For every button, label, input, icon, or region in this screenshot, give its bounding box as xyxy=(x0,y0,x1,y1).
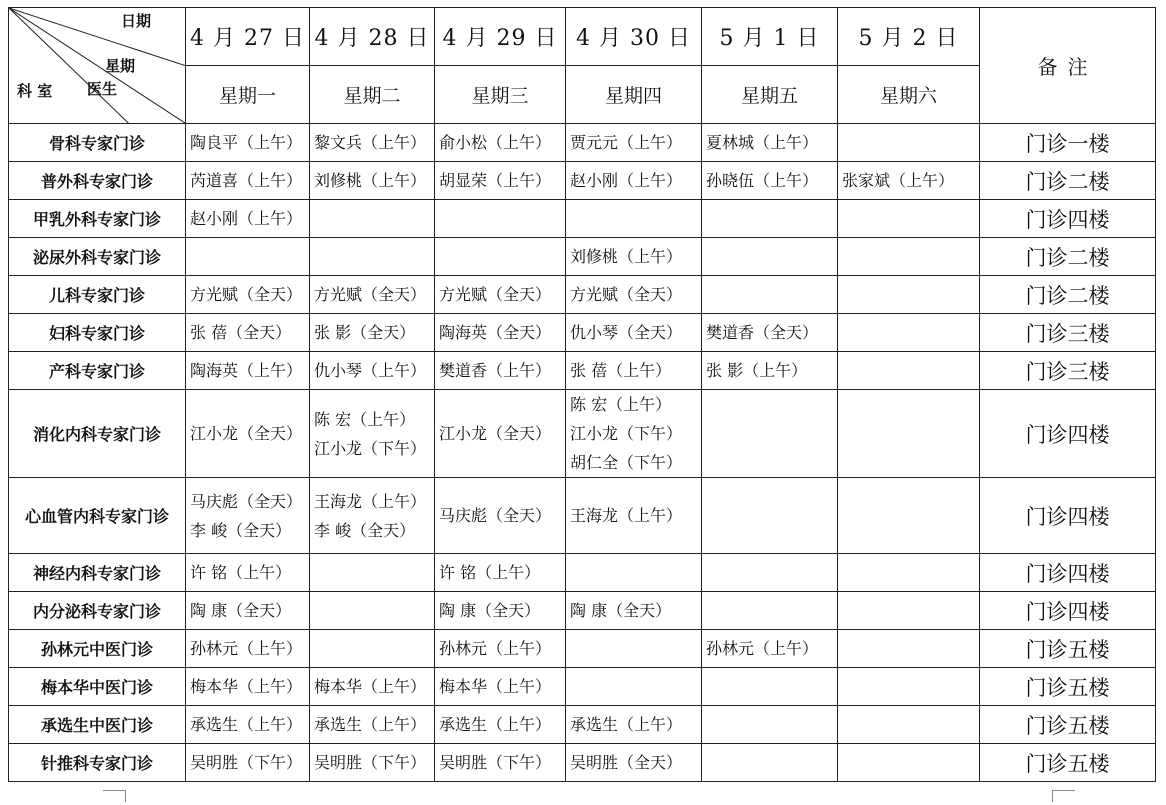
doctor-cell xyxy=(566,706,702,744)
doctor-entry: 芮道喜（上午） xyxy=(190,171,303,190)
location-note-cell: 门诊一楼 xyxy=(980,124,1156,162)
doctor-cell xyxy=(186,554,310,592)
table-row xyxy=(9,630,1156,668)
doctor-cell xyxy=(838,276,980,314)
doctor-cell xyxy=(186,124,310,162)
doctor-entry: 承选生（上午） xyxy=(439,715,552,734)
doctor-cell xyxy=(838,478,980,554)
doctor-cell xyxy=(838,668,980,706)
doctor-entry: 陶良平（上午） xyxy=(190,133,303,152)
doctor-cell xyxy=(435,352,566,390)
dept-name-cell: 针推科专家门诊 xyxy=(9,744,186,782)
location-note-cell: 门诊四楼 xyxy=(980,554,1156,592)
doctor-cell xyxy=(186,668,310,706)
table-row xyxy=(9,124,1156,162)
note-header: 备注 xyxy=(980,8,1156,124)
doctor-cell xyxy=(566,478,702,554)
doctor-entry: 陈 宏（上午） xyxy=(314,409,416,429)
doctor-cell xyxy=(186,238,310,276)
table-row xyxy=(9,706,1156,744)
doctor-cell xyxy=(566,630,702,668)
doctor-cell xyxy=(838,592,980,630)
doctor-cell xyxy=(838,630,980,668)
doctor-cell xyxy=(702,630,838,668)
doctor-cell xyxy=(186,314,310,352)
table-row xyxy=(9,478,1156,554)
doctor-cell xyxy=(435,554,566,592)
doctor-cell xyxy=(310,390,435,478)
doctor-entry: 吴明胜（全天） xyxy=(570,753,683,772)
doctor-cell xyxy=(566,238,702,276)
date-header: 4 月 30 日 xyxy=(566,8,702,66)
doctor-entry: 俞小松（上午） xyxy=(439,133,552,152)
doctor-entry: 陶海英（上午） xyxy=(190,361,303,380)
doctor-entry: 承选生（上午） xyxy=(190,715,303,734)
doctor-cell xyxy=(702,744,838,782)
location-note-cell: 门诊四楼 xyxy=(980,478,1156,554)
table-row xyxy=(9,276,1156,314)
doctor-cell xyxy=(566,668,702,706)
table-row xyxy=(9,744,1156,782)
dept-name-cell: 神经内科专家门诊 xyxy=(9,554,186,592)
location-note-cell: 门诊四楼 xyxy=(980,200,1156,238)
doctor-cell xyxy=(435,630,566,668)
weekday-header: 星期五 xyxy=(702,66,838,124)
doctor-cell xyxy=(702,478,838,554)
corner-diagonal-lines xyxy=(9,8,185,123)
doctor-cell xyxy=(566,314,702,352)
doctor-entry: 陈 宏（上午） xyxy=(570,395,672,414)
doctor-cell xyxy=(838,706,980,744)
doctor-cell xyxy=(310,200,435,238)
corner-date-label: 日期 xyxy=(121,12,152,30)
table-row xyxy=(9,390,1156,478)
doctor-cell xyxy=(310,276,435,314)
location-note-cell: 门诊二楼 xyxy=(980,162,1156,200)
dept-name-cell: 产科专家门诊 xyxy=(9,352,186,390)
table-row xyxy=(9,200,1156,238)
doctor-cell xyxy=(566,554,702,592)
weekday-header: 星期一 xyxy=(186,66,310,124)
doctor-cell xyxy=(310,162,435,200)
schedule-table xyxy=(8,7,1156,782)
doctor-cell xyxy=(186,744,310,782)
doctor-cell xyxy=(186,162,310,200)
date-header: 5 月 1 日 xyxy=(702,8,838,66)
doctor-entry: 承选生（上午） xyxy=(314,715,427,734)
doctor-entry: 方光赋（全天） xyxy=(314,285,427,304)
doctor-cell xyxy=(838,200,980,238)
doctor-cell xyxy=(435,238,566,276)
doctor-cell xyxy=(566,390,702,478)
doctor-entry: 江小龙（全天） xyxy=(190,424,303,443)
date-header: 4 月 27 日 xyxy=(186,8,310,66)
weekday-header: 星期二 xyxy=(310,66,435,124)
dept-name-cell: 妇科专家门诊 xyxy=(9,314,186,352)
location-note-cell: 门诊四楼 xyxy=(980,592,1156,630)
doctor-entry: 方光赋（全天） xyxy=(439,285,552,304)
doctor-entry: 胡仁全（下午） xyxy=(570,453,683,472)
doctor-cell xyxy=(435,314,566,352)
doctor-cell xyxy=(838,124,980,162)
table-row xyxy=(9,554,1156,592)
doctor-cell xyxy=(702,200,838,238)
doctor-entry: 张 影（上午） xyxy=(706,361,808,380)
doctor-entry: 贾元元（上午） xyxy=(570,133,683,152)
doctor-cell xyxy=(566,744,702,782)
location-note-cell: 门诊三楼 xyxy=(980,314,1156,352)
doctor-cell xyxy=(186,592,310,630)
doctor-cell xyxy=(186,706,310,744)
doctor-entry: 吴明胜（下午） xyxy=(314,753,427,772)
doctor-cell xyxy=(702,390,838,478)
doctor-entry: 刘修桃（上午） xyxy=(314,171,427,190)
corner-doctor-label: 医生 xyxy=(87,80,118,98)
doctor-entry: 江小龙（下午） xyxy=(570,424,683,443)
table-row xyxy=(9,162,1156,200)
doctor-cell xyxy=(310,238,435,276)
doctor-entry: 陶 康（全天） xyxy=(439,601,541,620)
doctor-cell xyxy=(566,124,702,162)
doctor-entry: 王海龙（上午） xyxy=(314,491,427,511)
table-row xyxy=(9,668,1156,706)
doctor-cell xyxy=(566,162,702,200)
location-note-cell: 门诊五楼 xyxy=(980,744,1156,782)
doctor-entry: 梅本华（上午） xyxy=(314,677,427,696)
doctor-cell xyxy=(702,592,838,630)
doctor-cell xyxy=(702,276,838,314)
doctor-entry: 仇小琴（全天） xyxy=(570,323,683,342)
date-header: 4 月 29 日 xyxy=(435,8,566,66)
doctor-entry: 江小龙（全天） xyxy=(439,424,552,443)
doctor-cell xyxy=(310,668,435,706)
weekday-header: 星期三 xyxy=(435,66,566,124)
doctor-entry: 王海龙（上午） xyxy=(570,506,683,525)
location-note-cell: 门诊五楼 xyxy=(980,668,1156,706)
doctor-entry: 张 蓓（全天） xyxy=(190,323,292,342)
doctor-cell xyxy=(310,630,435,668)
corner-header-cell xyxy=(9,8,186,124)
doctor-entry: 陶 康（全天） xyxy=(190,601,292,620)
doctor-cell xyxy=(838,554,980,592)
dept-name-cell: 消化内科专家门诊 xyxy=(9,390,186,478)
corner-dept-label: 科 室 xyxy=(17,82,53,100)
doctor-cell xyxy=(186,390,310,478)
table-row xyxy=(9,592,1156,630)
doctor-cell xyxy=(838,744,980,782)
dept-name-cell: 泌尿外科专家门诊 xyxy=(9,238,186,276)
doctor-entry: 张 影（全天） xyxy=(314,323,416,342)
doctor-entry: 孙林元（上午） xyxy=(439,639,552,658)
doctor-cell xyxy=(310,592,435,630)
crop-mark-left xyxy=(103,790,126,802)
doctor-entry: 陶海英（全天） xyxy=(439,323,552,342)
location-note-cell: 门诊三楼 xyxy=(980,352,1156,390)
doctor-cell xyxy=(435,276,566,314)
doctor-cell xyxy=(566,200,702,238)
dept-name-cell: 内分泌科专家门诊 xyxy=(9,592,186,630)
dept-name-cell: 梅本华中医门诊 xyxy=(9,668,186,706)
doctor-cell xyxy=(702,668,838,706)
doctor-cell xyxy=(838,314,980,352)
doctor-cell xyxy=(310,352,435,390)
doctor-cell xyxy=(838,352,980,390)
doctor-cell xyxy=(435,744,566,782)
doctor-cell xyxy=(838,390,980,478)
doctor-cell xyxy=(566,276,702,314)
doctor-cell xyxy=(186,352,310,390)
location-note-cell: 门诊五楼 xyxy=(980,630,1156,668)
doctor-entry: 马庆彪（全天） xyxy=(190,491,303,511)
doctor-entry: 樊道香（全天） xyxy=(706,323,819,342)
doctor-cell xyxy=(310,706,435,744)
doctor-cell xyxy=(435,592,566,630)
doctor-entry: 许 铭（上午） xyxy=(439,563,541,582)
doctor-entry: 许 铭（上午） xyxy=(190,563,292,582)
doctor-cell xyxy=(702,554,838,592)
doctor-entry: 陶 康（全天） xyxy=(570,601,672,620)
dept-name-cell: 孙林元中医门诊 xyxy=(9,630,186,668)
doctor-entry: 胡显荣（上午） xyxy=(439,171,552,190)
doctor-cell xyxy=(702,162,838,200)
doctor-entry: 江小龙（下午） xyxy=(314,438,427,458)
location-note-cell: 门诊二楼 xyxy=(980,276,1156,314)
doctor-cell xyxy=(838,162,980,200)
doctor-cell xyxy=(310,314,435,352)
doctor-cell xyxy=(435,200,566,238)
doctor-cell xyxy=(435,706,566,744)
doctor-entry: 赵小刚（上午） xyxy=(190,209,303,228)
schedule-body xyxy=(9,124,1156,782)
doctor-entry: 夏林城（上午） xyxy=(706,133,819,152)
doctor-entry: 吴明胜（下午） xyxy=(190,753,303,772)
doctor-entry: 李 峻（全天） xyxy=(190,520,292,540)
doctor-entry: 刘修桃（上午） xyxy=(570,247,683,266)
doctor-entry: 樊道香（上午） xyxy=(439,361,552,380)
location-note-cell: 门诊四楼 xyxy=(980,390,1156,478)
location-note-cell: 门诊五楼 xyxy=(980,706,1156,744)
table-row xyxy=(9,314,1156,352)
weekday-header: 星期六 xyxy=(838,66,980,124)
doctor-cell xyxy=(702,352,838,390)
doctor-entry: 赵小刚（上午） xyxy=(570,171,683,190)
table-row xyxy=(9,238,1156,276)
doctor-entry: 张 蓓（上午） xyxy=(570,361,672,380)
doctor-entry: 孙林元（上午） xyxy=(190,639,303,658)
doctor-entry: 李 峻（全天） xyxy=(314,520,416,540)
doctor-entry: 吴明胜（下午） xyxy=(439,753,552,772)
crop-mark-right xyxy=(1052,790,1075,802)
doctor-cell xyxy=(186,630,310,668)
doctor-cell xyxy=(310,124,435,162)
doctor-cell xyxy=(702,706,838,744)
doctor-entry: 梅本华（上午） xyxy=(439,677,552,696)
doctor-cell xyxy=(435,124,566,162)
doctor-cell xyxy=(310,744,435,782)
corner-weekday-label: 星期 xyxy=(105,57,136,75)
date-header: 5 月 2 日 xyxy=(838,8,980,66)
dept-name-cell: 儿科专家门诊 xyxy=(9,276,186,314)
doctor-cell xyxy=(186,200,310,238)
doctor-cell xyxy=(435,162,566,200)
doctor-entry: 马庆彪（全天） xyxy=(439,506,552,525)
doctor-cell xyxy=(310,554,435,592)
header-date-row xyxy=(9,8,1156,66)
dept-name-cell: 心血管内科专家门诊 xyxy=(9,478,186,554)
doctor-entry: 方光赋（全天） xyxy=(570,285,683,304)
doctor-entry: 黎文兵（上午） xyxy=(314,133,427,152)
doctor-cell xyxy=(702,314,838,352)
doctor-cell xyxy=(186,276,310,314)
dept-name-cell: 普外科专家门诊 xyxy=(9,162,186,200)
doctor-cell xyxy=(566,592,702,630)
doctor-cell xyxy=(435,668,566,706)
date-header: 4 月 28 日 xyxy=(310,8,435,66)
doctor-cell xyxy=(838,238,980,276)
dept-name-cell: 甲乳外科专家门诊 xyxy=(9,200,186,238)
doctor-cell xyxy=(702,124,838,162)
doctor-cell xyxy=(435,390,566,478)
doctor-entry: 仇小琴（上午） xyxy=(314,361,427,380)
doctor-entry: 承选生（上午） xyxy=(570,715,683,734)
weekday-header: 星期四 xyxy=(566,66,702,124)
doctor-entry: 孙林元（上午） xyxy=(706,639,819,658)
doctor-entry: 方光赋（全天） xyxy=(190,285,303,304)
doctor-cell xyxy=(435,478,566,554)
doctor-cell xyxy=(702,238,838,276)
dept-name-cell: 承选生中医门诊 xyxy=(9,706,186,744)
location-note-cell: 门诊二楼 xyxy=(980,238,1156,276)
doctor-entry: 孙晓伍（上午） xyxy=(706,171,819,190)
doctor-cell xyxy=(566,352,702,390)
doctor-cell xyxy=(186,478,310,554)
dept-name-cell: 骨科专家门诊 xyxy=(9,124,186,162)
doctor-entry: 梅本华（上午） xyxy=(190,677,303,696)
doctor-cell xyxy=(310,478,435,554)
doctor-entry: 张家斌（上午） xyxy=(842,171,955,190)
table-row xyxy=(9,352,1156,390)
